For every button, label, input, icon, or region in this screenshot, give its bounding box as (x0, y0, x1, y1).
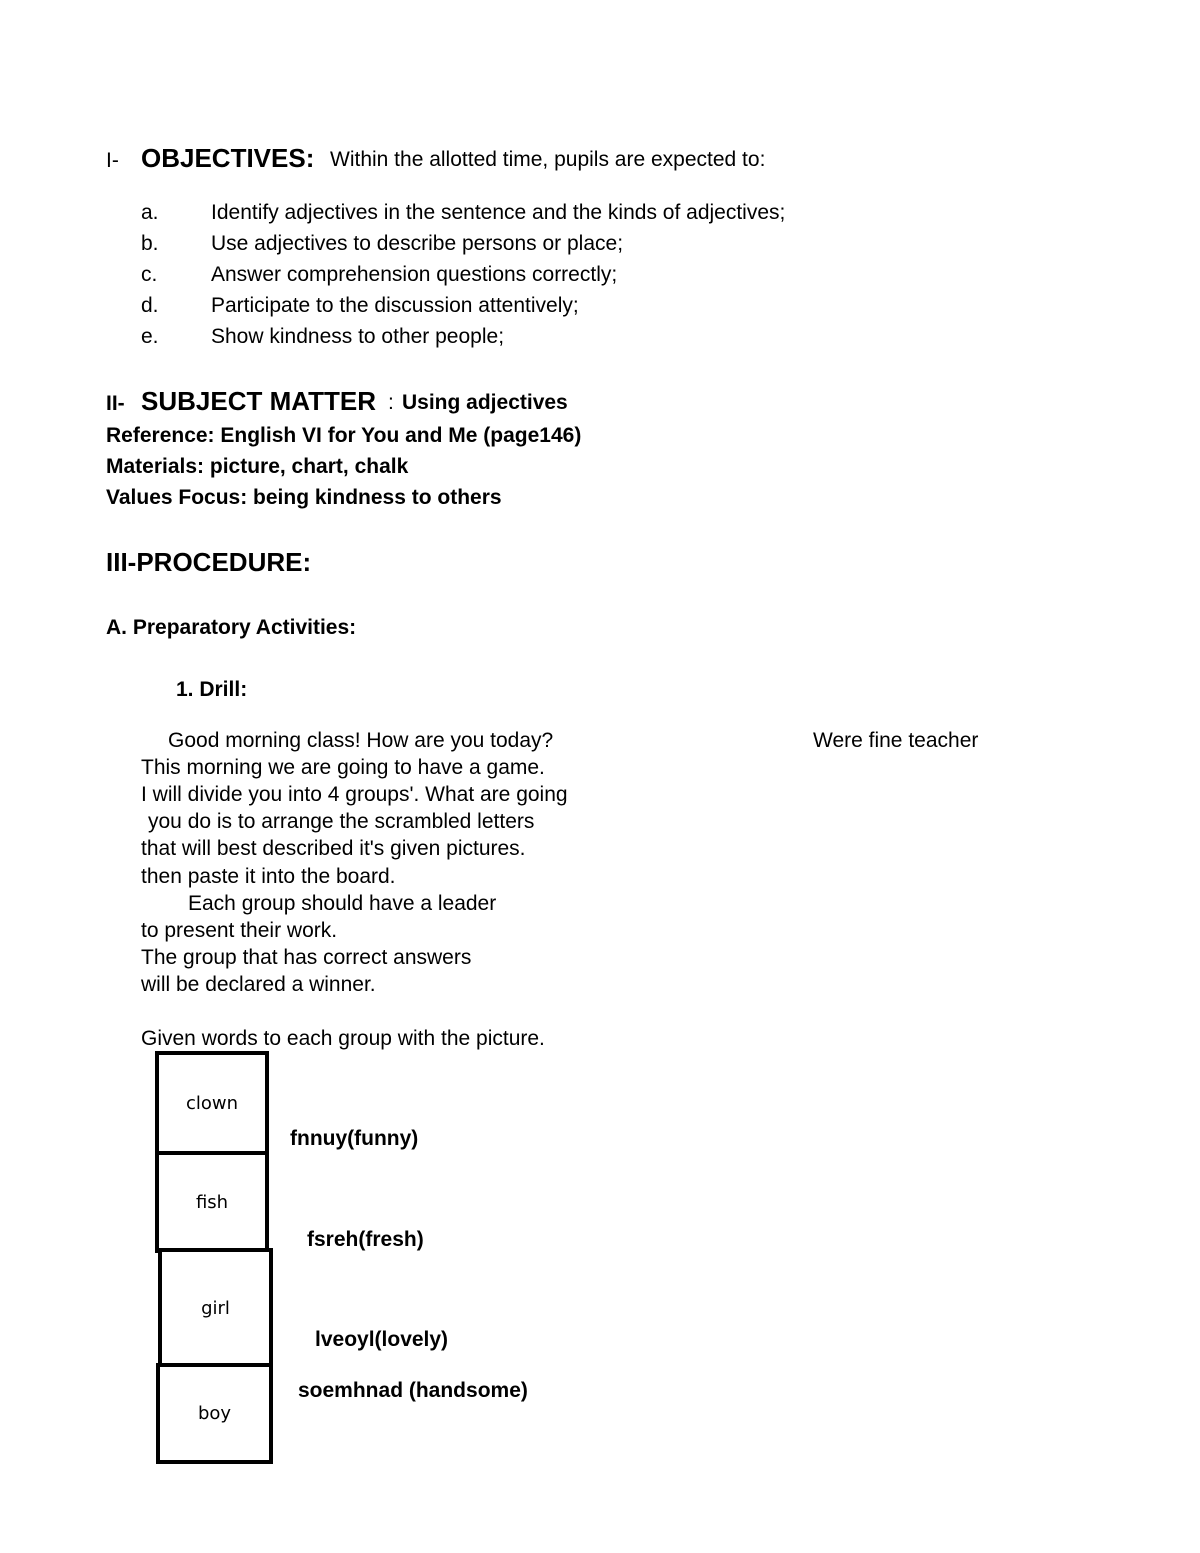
teacher-line-6: then paste it into the board. (141, 865, 396, 888)
picture-label-girl: girl (201, 1297, 230, 1319)
teacher-line-3: I will divide you into 4 groups'. What are going (141, 783, 568, 806)
given-words-line: Given words to each group with the picture. (141, 1027, 545, 1050)
objective-letter-b: b. (141, 232, 159, 255)
values-focus-line: Values Focus: being kindness to others (106, 486, 502, 509)
teacher-line-1: Good morning class! How are you today? (168, 729, 554, 752)
picture-box-boy (156, 1363, 273, 1464)
picture-box-clown (155, 1051, 269, 1155)
objectives-intro: Within the allotted time, pupils are expected to: (330, 148, 766, 171)
scrambled-word-handsome: soemhnad (handsome) (298, 1379, 528, 1402)
objective-letter-d: d. (141, 294, 159, 317)
teacher-line-7: Each group should have a leader (188, 892, 497, 915)
objectives-numeral: I- (106, 149, 119, 172)
teacher-line-9: The group that has correct answers (141, 946, 472, 969)
picture-label-clown: clown (185, 1092, 239, 1114)
scrambled-word-lovely: lveoyl(lovely) (315, 1328, 449, 1351)
subject-matter-colon: : (388, 391, 394, 414)
objective-item-e: Show kindness to other people; (211, 325, 505, 348)
drill-heading: 1. Drill: (176, 678, 248, 701)
teacher-line-4: you do is to arrange the scrambled letters (148, 810, 535, 833)
objective-letter-c: c. (141, 263, 158, 286)
teacher-line-2: This morning we are going to have a game. (141, 756, 545, 779)
subject-matter-topic: Using adjectives (402, 391, 568, 414)
objective-item-b: Use adjectives to describe persons or place; (211, 232, 624, 255)
materials-line: Materials: picture, chart, chalk (106, 455, 409, 478)
preparatory-activities-heading: A. Preparatory Activities: (106, 616, 357, 639)
pupil-response: Were fine teacher (813, 729, 979, 752)
picture-label-boy: boy (197, 1403, 232, 1424)
picture-box-fish (155, 1151, 269, 1253)
teacher-line-10: will be declared a winner. (141, 973, 376, 996)
objective-item-c: Answer comprehension questions correctly; (211, 263, 618, 286)
picture-label-fish: fish (195, 1191, 229, 1213)
picture-box-girl (158, 1248, 273, 1368)
subject-matter-heading: SUBJECT MATTER (141, 386, 376, 416)
objective-item-a: Identify adjectives in the sentence and the kinds of adjectives; (211, 201, 786, 224)
objective-letter-e: e. (141, 325, 159, 348)
scrambled-word-fresh: fsreh(fresh) (307, 1228, 424, 1251)
objectives-heading: OBJECTIVES: (141, 143, 315, 173)
reference-line: Reference: English VI for You and Me (page146) (106, 424, 582, 447)
objective-letter-a: a. (141, 201, 159, 224)
teacher-line-5: that will best described it's given pictures. (141, 837, 526, 860)
objective-item-d: Participate to the discussion attentively; (211, 294, 579, 317)
procedure-heading: III-PROCEDURE: (106, 547, 312, 577)
teacher-line-8: to present their work. (141, 919, 338, 942)
scrambled-word-funny: fnnuy(funny) (290, 1127, 419, 1150)
subject-matter-numeral: II- (106, 392, 125, 415)
